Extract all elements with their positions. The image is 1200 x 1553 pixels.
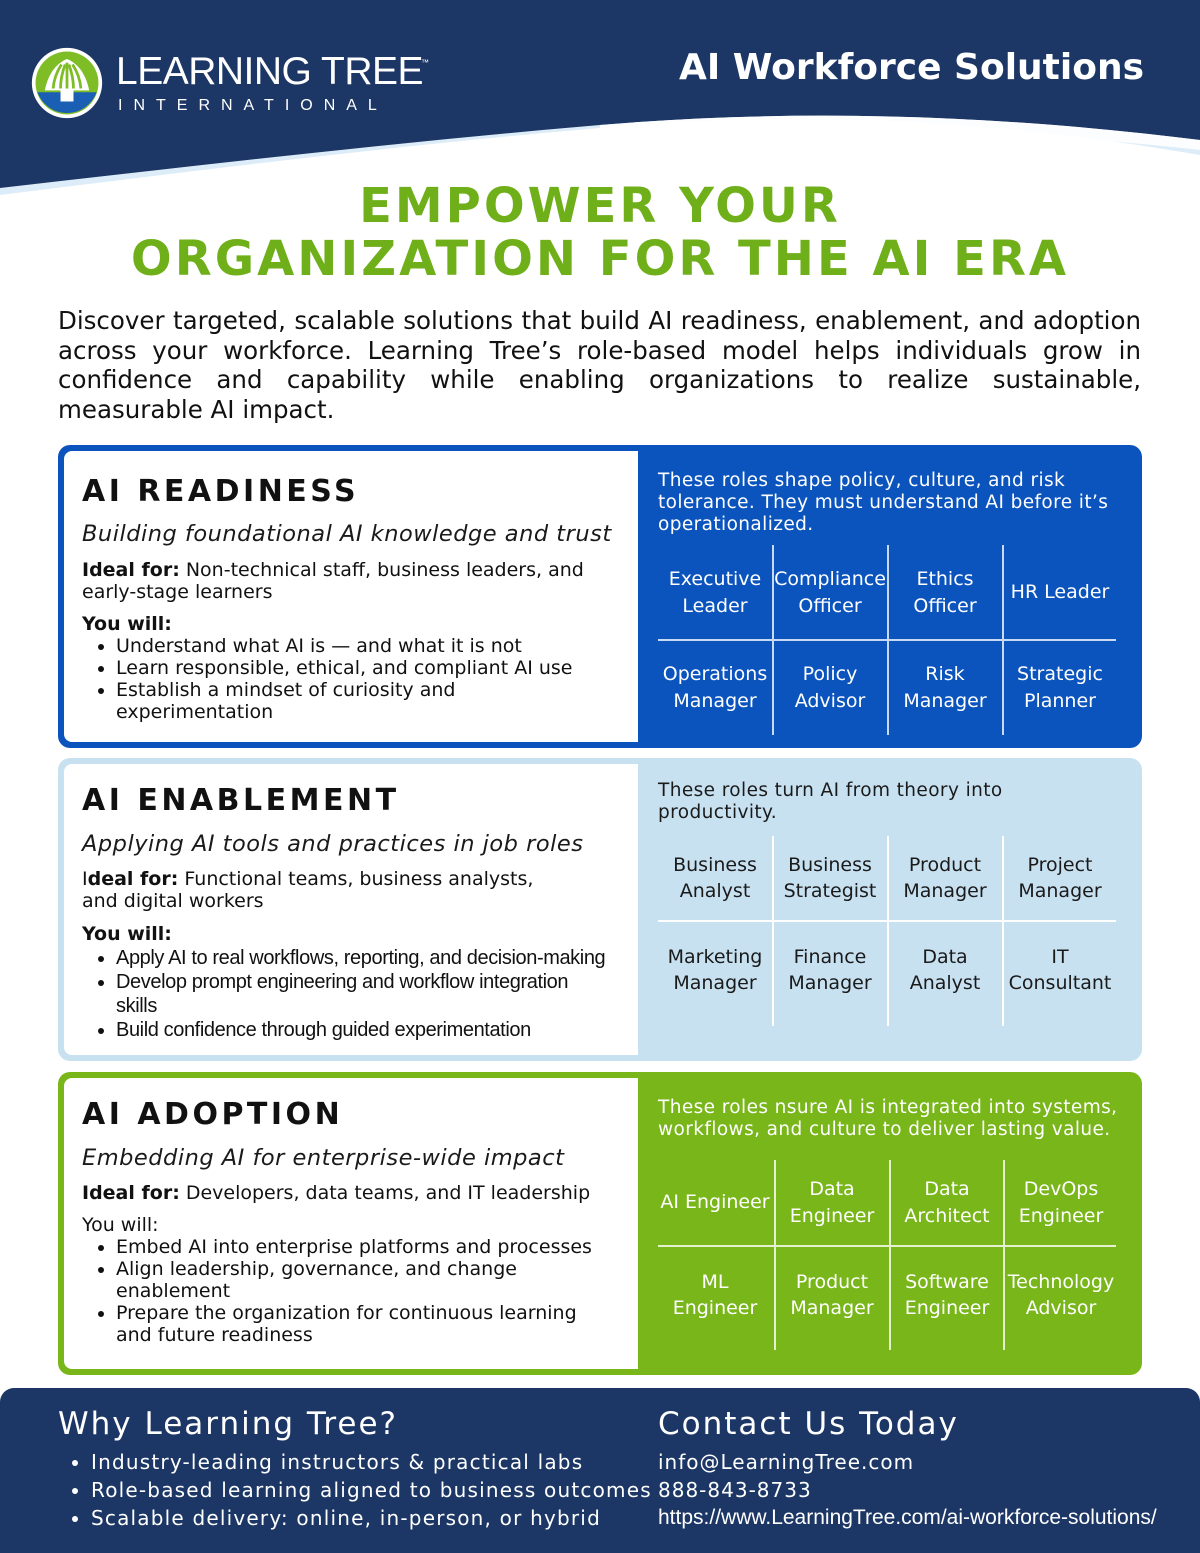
contact-details [658,1448,1157,1532]
role-cell: Marketing Manager [667,945,763,994]
role-cell: Project Manager [1018,853,1102,902]
contact-email-link[interactable]: info@LearningTree.com [658,1450,915,1474]
list-item: • Learn responsible, ethical, and compliant AI use [116,657,676,679]
ideal-for-text [82,559,622,603]
role-cell: DevOps Engineer [1018,1178,1104,1227]
role-cell: Data Architect [904,1178,990,1227]
you-will-label: You will: [82,923,172,945]
ideal-for-prefix: I [82,868,88,890]
ideal-for-text [82,868,622,912]
brand-name: LEARNING TREE [116,50,424,93]
role-cell: AI Engineer [660,1191,770,1214]
role-cell: Data Analyst [909,945,981,994]
intro-paragraph: Discover targeted, scalable solutions that build AI readiness, enablement, and adoption across your workforce. Learning Tree’s role-based model helps individuals grow in confidence and capability while enabling organizations to realize sustainable, measurable AI impact. [58,306,1141,424]
ideal-for-value: Functional teams, business analysts, [178,868,534,890]
section-ai-adoption [58,1072,1142,1375]
list-item: • Role-based learning aligned to business outcomes [91,1476,652,1504]
ideal-for-value-line-2: and digital workers [82,890,264,912]
ideal-for-label: Ideal for: [82,559,180,581]
roles-description: These roles nsure AI is integrated into systems, workflows, and culture to deliver lasting value. [658,1097,1118,1140]
you-will-label: You will: [82,613,172,635]
section-title: AI ENABLEMENT [82,783,400,818]
section-details-panel [64,1078,638,1369]
list-item: • Scalable delivery: online, in-person, or hybrid [91,1504,652,1532]
role-cell: Software Engineer [904,1270,990,1319]
brand-subtitle: INTERNATIONAL [118,97,388,114]
role-cell: Product Manager [903,853,987,902]
roles-description: These roles turn AI from theory into productivity. [658,780,1003,823]
section-details-panel [64,764,638,1055]
role-cell: Strategic Planner [1017,663,1103,712]
role-cell: Product Manager [790,1270,874,1319]
role-cell: ML Engineer [672,1270,758,1319]
section-details-panel [64,451,638,742]
contact-website-link[interactable]: https://www.LearningTree.com/ai-workforce-solutions/ [658,1506,1157,1529]
roles-grid [658,1160,1116,1350]
page-header [0,0,1200,200]
list-item: • Establish a mindset of curiosity and experimentation [116,679,476,723]
why-learning-tree-heading: Why Learning Tree? [58,1406,398,1442]
ideal-for-text [82,1182,622,1204]
section-title: AI READINESS [82,474,360,509]
section-subtitle: Embedding AI for enterprise-wide impact [82,1145,565,1171]
section-ai-enablement [58,758,1142,1061]
learning-tree-logo-icon [30,46,104,120]
headline-line-2: ORGANIZATION FOR THE AI ERA [130,231,1070,287]
role-cell: Risk Manager [903,663,987,712]
list-item: • Prepare the organization for continuous learning and future readiness [116,1302,596,1346]
role-cell: Executive Leader [668,568,762,617]
list-item: • Industry-leading instructors & practical labs [91,1448,652,1476]
role-cell: Finance Manager [788,945,872,994]
roles-grid [658,545,1116,735]
main-headline [0,180,1200,286]
role-cell: IT Consultant [1008,945,1112,994]
section-subtitle: Building foundational AI knowledge and trust [82,521,612,547]
trademark-mark: ™ [421,58,429,67]
ideal-for-label: Ideal for: [82,1182,180,1204]
list-item: • Build confidence through guided experimentation [116,1018,656,1042]
role-cell: HR Leader [1010,581,1110,604]
page-footer [0,1388,1200,1553]
list-item: • Embed AI into enterprise platforms and processes [116,1236,676,1258]
role-cell: Compliance Officer [774,568,886,617]
ideal-for-value: Developers, data teams, and IT leadership [179,1182,591,1204]
contact-heading: Contact Us Today [658,1406,959,1442]
list-item: • Apply AI to real workflows, reporting, and decision-making [116,946,656,970]
role-cell: Operations Manager [662,663,768,712]
contact-phone-link[interactable]: 888-843-8733 [658,1478,812,1502]
section-ai-readiness [58,445,1142,748]
outcomes-list [82,946,656,1042]
outcomes-list [82,1236,676,1346]
role-cell: Business Analyst [673,853,757,902]
headline-line-1: EMPOWER YOUR [359,178,841,234]
roles-grid [658,836,1116,1026]
outcomes-list [82,635,676,723]
section-subtitle: Applying AI tools and practices in job roles [82,831,584,857]
list-item: • Develop prompt engineering and workflow integration skills [116,970,596,1018]
section-title: AI ADOPTION [82,1097,344,1132]
list-item: • Understand what AI is — and what it is not [116,635,676,657]
role-cell: Ethics Officer [913,568,977,617]
page-header-title: AI Workforce Solutions [678,47,1144,88]
role-cell: Data Engineer [789,1178,875,1227]
ideal-for-label: deal for: [87,868,179,890]
role-cell: Technology Advisor [1007,1270,1115,1319]
list-item: • Align leadership, governance, and change enablement [116,1258,536,1302]
ideal-for-value: Non-technical staff, business leaders, and early-stage learners [82,559,584,603]
role-cell: Policy Advisor [794,663,866,712]
roles-description: These roles shape policy, culture, and risk tolerance. They must understand AI before it’s operationalized. [658,470,1109,535]
role-cell: Business Strategist [783,853,877,902]
why-learning-tree-list [58,1448,652,1532]
you-will-label: You will: [82,1214,159,1236]
